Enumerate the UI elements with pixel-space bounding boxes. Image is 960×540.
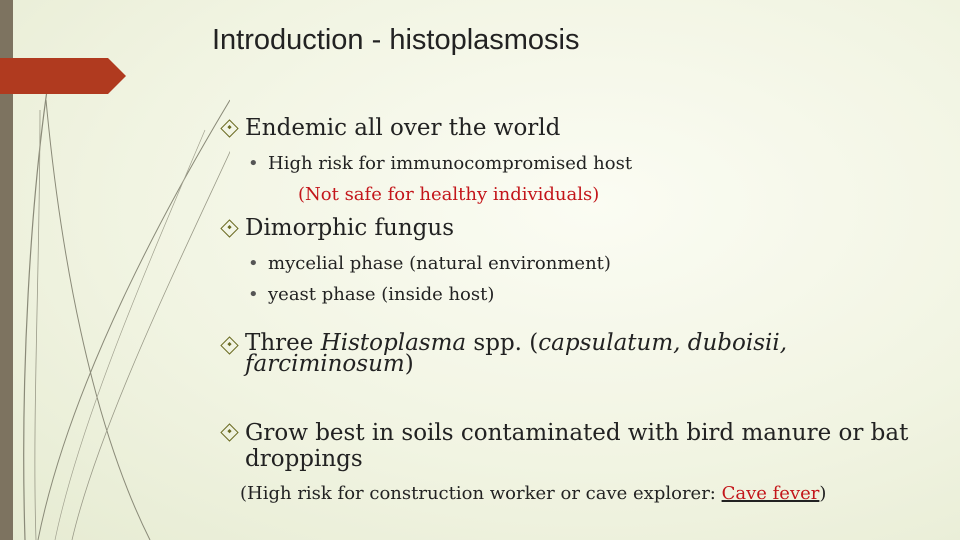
bullet-dimorphic: Dimorphic fungus • mycelial phase (natural environment) • yeast phase (inside host) <box>218 216 611 304</box>
bullet-soil: Grow best in soils contaminated with bird manure or bat droppings (High risk for construction worker or cave explorer: Cave fever) <box>218 420 925 504</box>
sub-bullet: • yeast phase (inside host) <box>248 284 495 306</box>
title-tab-shape <box>0 56 130 98</box>
diamond-bullet-icon <box>220 336 238 354</box>
bullet-endemic: Endemic all over the world • High risk for immunocompromised host (Not safe for healthy individuals) <box>218 116 632 204</box>
bullet-dot-icon: • <box>248 284 259 306</box>
bullet-dot-icon: • <box>248 253 259 275</box>
sub-bullet: • High risk for immunocompromised host <box>248 153 633 175</box>
diamond-bullet-icon <box>220 423 238 441</box>
diamond-bullet-icon <box>220 219 238 237</box>
diamond-bullet-icon <box>220 119 238 137</box>
bullet-species: Three Histoplasma spp. (capsulatum, duboisii, farciminosum) <box>218 333 925 374</box>
slide-title: Introduction - histoplasmosis <box>212 24 580 56</box>
red-note: (Not safe for healthy individuals) <box>298 184 600 206</box>
sub-bullet: • mycelial phase (natural environment) <box>248 253 611 275</box>
cave-fever-highlight: Cave fever <box>721 482 820 504</box>
construction-note: (High risk for construction worker or cave explorer: Cave fever) <box>240 482 827 504</box>
bullet-dot-icon: • <box>248 153 259 175</box>
